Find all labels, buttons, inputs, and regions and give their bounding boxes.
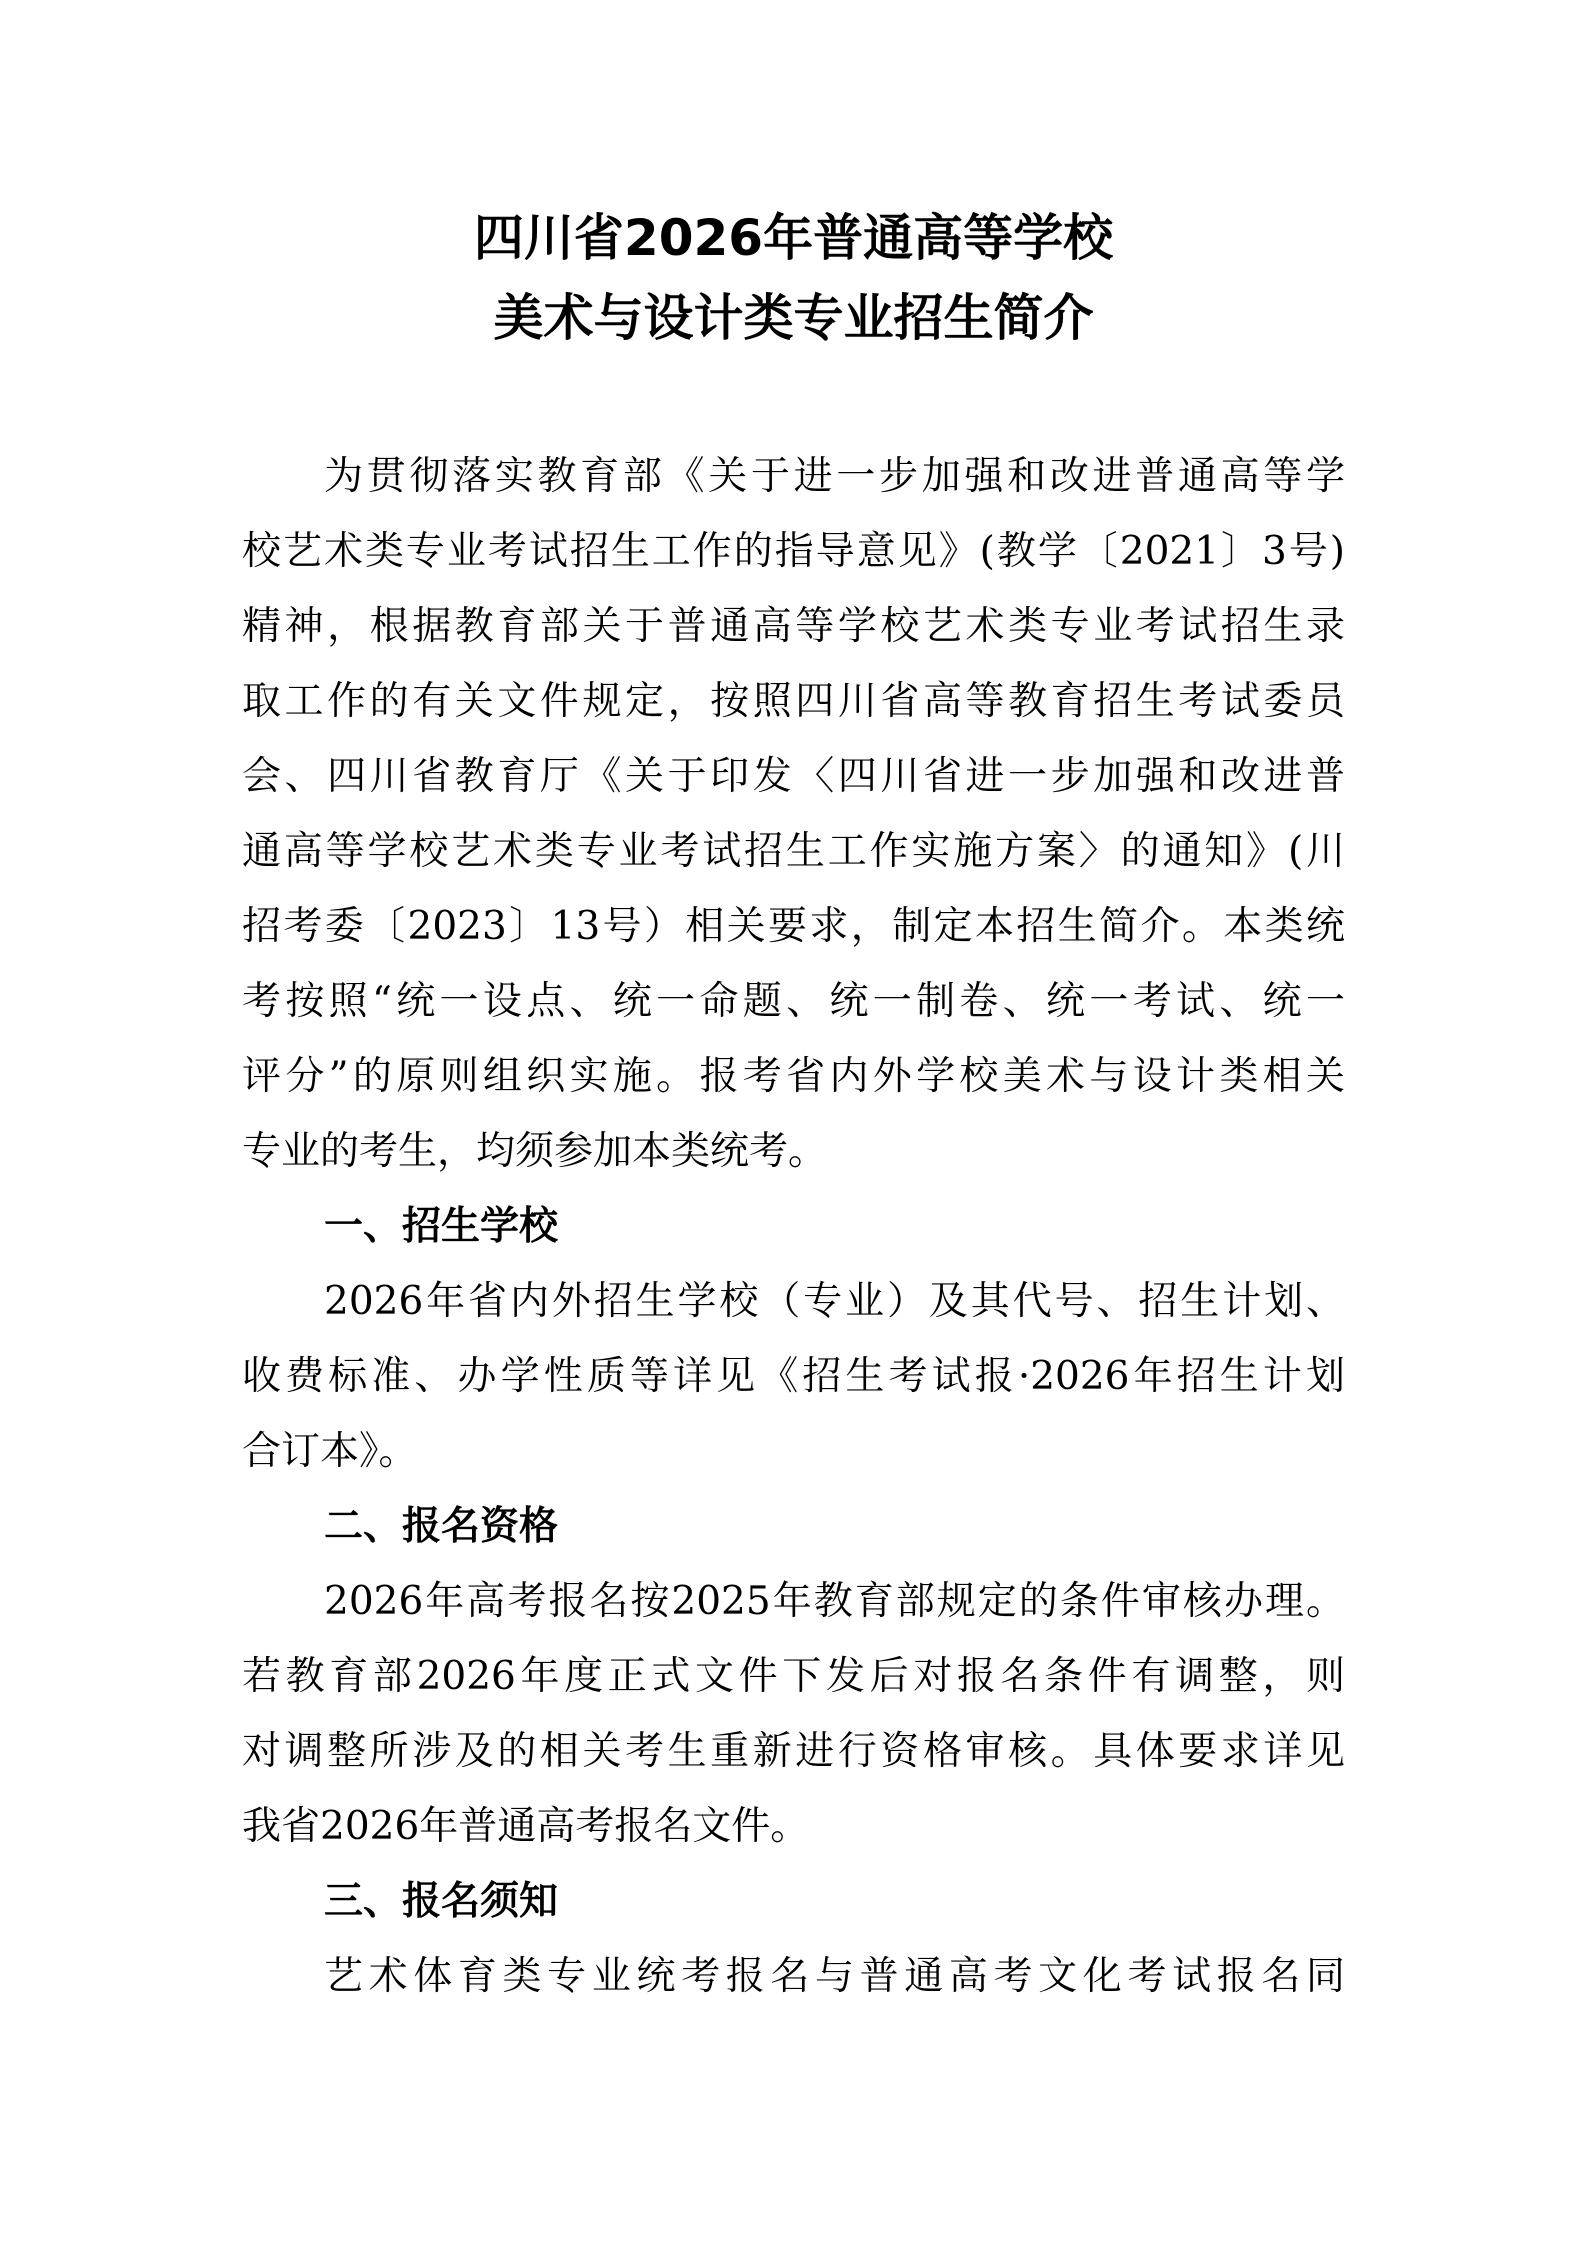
intro-paragraph-line: 为贯彻落实教育部《关于进一步加强和改进普通高等学: [324, 454, 1345, 499]
section-2-line: 2026年高考报名按2025年教育部规定的条件审核办理。: [324, 1579, 1345, 1624]
section-1-line: 合订本》。: [242, 1429, 418, 1474]
section-1-line: 收费标准、办学性质等详见《招生考试报·2026年招生计划: [242, 1354, 1345, 1399]
document-title-line-1: 四川省2026年普通高等学校: [473, 209, 1114, 267]
intro-paragraph-line: 精神，根据教育部关于普通高等学校艺术类专业考试招生录: [242, 604, 1345, 649]
section-heading-eligibility: 二、报名资格: [324, 1504, 559, 1549]
section-3-line: 艺术体育类专业统考报名与普通高考文化考试报名同: [324, 1954, 1345, 1999]
intro-paragraph-line: 专业的考生，均须参加本类统考。: [242, 1129, 828, 1174]
intro-paragraph-line: 校艺术类专业考试招生工作的指导意见》(教学〔2021〕3号): [242, 529, 1345, 574]
intro-paragraph-line: 取工作的有关文件规定，按照四川省高等教育招生考试委员: [242, 679, 1345, 724]
section-2-line: 对调整所涉及的相关考生重新进行资格审核。具体要求详见: [242, 1729, 1345, 1774]
intro-paragraph-line: 会、四川省教育厅《关于印发〈四川省进一步加强和改进普: [242, 754, 1345, 799]
section-2-line: 我省2026年普通高考报名文件。: [242, 1804, 810, 1849]
intro-paragraph-line: 通高等学校艺术类专业考试招生工作实施方案〉的通知》(川: [242, 829, 1345, 874]
section-1-line: 2026年省内外招生学校（专业）及其代号、招生计划、: [324, 1279, 1345, 1324]
intro-paragraph-line: 招考委〔2023〕13号）相关要求，制定本招生简介。本类统: [242, 904, 1345, 949]
document-title-line-2: 美术与设计类专业招生简介: [493, 289, 1094, 347]
section-heading-schools: 一、招生学校: [324, 1204, 559, 1249]
intro-paragraph-line: 评分”的原则组织实施。报考省内外学校美术与设计类相关: [242, 1054, 1345, 1099]
section-2-line: 若教育部2026年度正式文件下发后对报名条件有调整，则: [242, 1654, 1345, 1699]
section-heading-registration-notice: 三、报名须知: [324, 1879, 559, 1924]
intro-paragraph-line: 考按照“统一设点、统一命题、统一制卷、统一考试、统一: [242, 979, 1345, 1024]
